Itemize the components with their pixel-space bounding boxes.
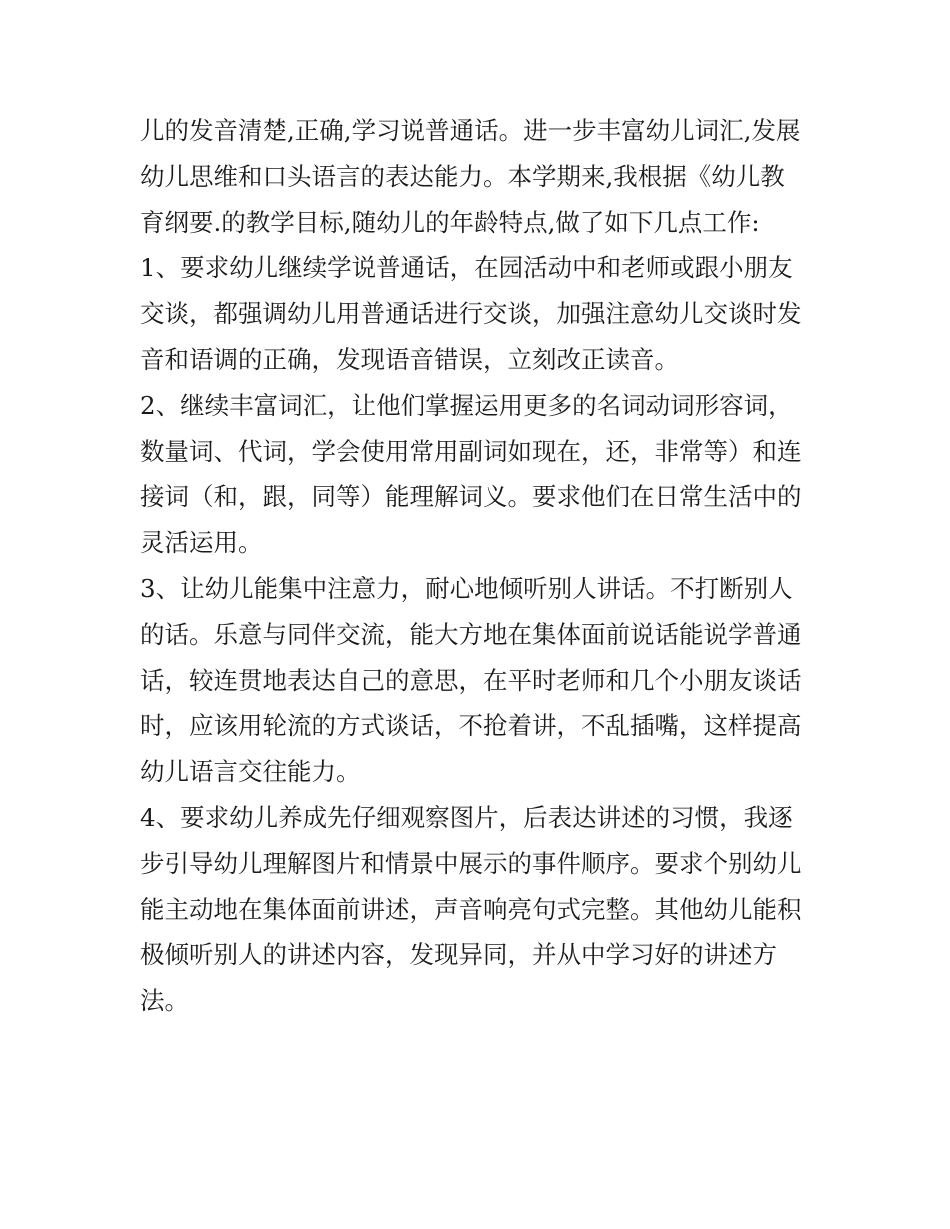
- text-line: 步引导幼儿理解图片和情景中展示的事件顺序。要求个别幼儿: [140, 848, 802, 878]
- text-line: 3、让幼儿能集中注意力，耐心地倾听别人讲话。不打断别人: [140, 573, 793, 603]
- text-line: 的话。乐意与同伴交流，能大方地在集体面前说话能说学普通: [140, 619, 802, 649]
- document-body: [140, 108, 820, 1024]
- text-line: 交谈，都强调幼儿用普通话进行交谈，加强注意幼儿交谈时发: [140, 299, 802, 329]
- text-line: 音和语调的正确，发现语音错误，立刻改正读音。: [140, 344, 679, 374]
- text-line: 1、要求幼儿继续学说普通话，在园活动中和老师或跟小朋友: [140, 253, 793, 283]
- text-line: 数量词、代词，学会使用常用副词如现在，还，非常等）和连: [140, 436, 802, 466]
- text-line: 幼儿语言交往能力。: [140, 757, 361, 787]
- text-line: 幼儿思维和口头语言的表达能力。本学期来,我根据《幼儿教: [140, 161, 785, 191]
- text-line: 接词（和，跟，同等）能理解词义。要求他们在日常生活中的: [140, 482, 802, 512]
- text-line: 2、继续丰富词汇，让他们掌握运用更多的名词动词形容词，: [140, 390, 793, 420]
- text-line: 话，较连贯地表达自己的意思，在平时老师和几个小朋友谈话: [140, 665, 802, 695]
- text-line: 4、要求幼儿养成先仔细观察图片，后表达讲述的习惯，我逐: [140, 802, 793, 832]
- text-line: 灵活运用。: [140, 528, 263, 558]
- text-line: 时，应该用轮流的方式谈话，不抢着讲，不乱插嘴，这样提高: [140, 711, 802, 741]
- text-line: 儿的发音清楚,正确,学习说普通话。进一步丰富幼儿词汇,发展: [140, 116, 801, 145]
- text-line: 能主动地在集体面前讲述，声音响亮句式完整。其他幼儿能积: [140, 894, 802, 924]
- text-line: 极倾听别人的讲述内容，发现异同，并从中学习好的讲述方: [140, 940, 777, 970]
- text-line: 法。: [140, 986, 189, 1016]
- text-line: 育纲要.的教学目标,随幼儿的年龄特点,做了如下几点工作:: [140, 207, 760, 237]
